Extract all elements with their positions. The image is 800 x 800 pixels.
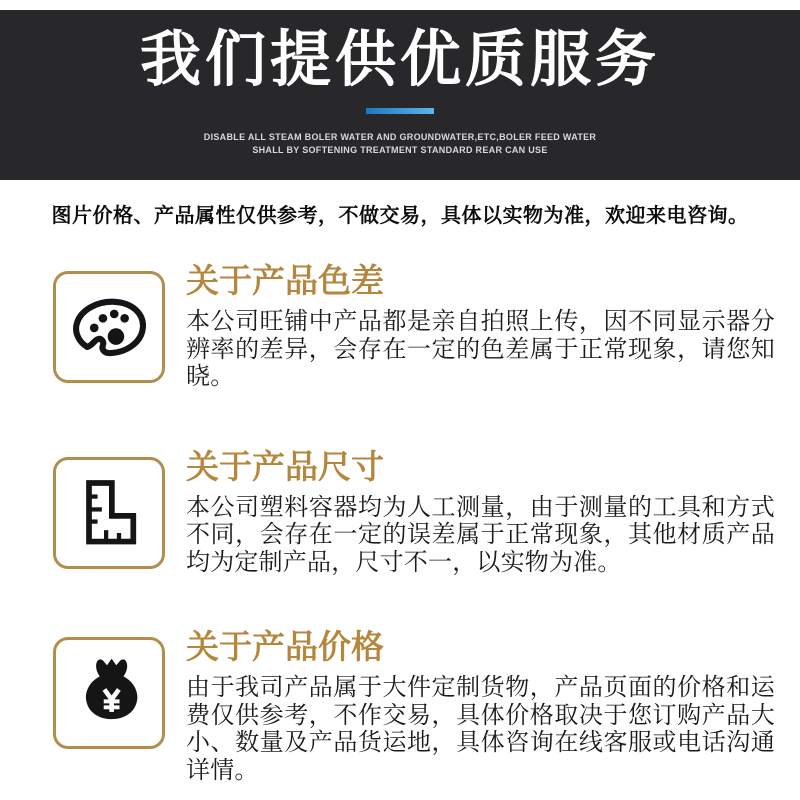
section-title: 关于产品尺寸 xyxy=(186,447,384,485)
money-bag-icon xyxy=(76,654,142,733)
hero-banner xyxy=(0,10,800,180)
product-service-page xyxy=(0,10,800,784)
section-content xyxy=(186,262,775,391)
section-size xyxy=(53,448,775,577)
ruler-icon xyxy=(79,477,139,549)
section-title: 关于产品色差 xyxy=(186,262,384,299)
palette-icon xyxy=(65,287,153,367)
info-sections xyxy=(0,262,800,784)
section-content xyxy=(186,448,775,577)
palette-icon-box xyxy=(53,271,165,383)
notice-text: 图片价格、产品属性仅供参考，不做交易，具体以实物为准，欢迎来电咨询。 xyxy=(51,205,749,227)
section-price xyxy=(53,628,775,784)
ruler-icon-box xyxy=(53,457,165,569)
section-color-difference xyxy=(53,262,775,391)
section-body: 由于我司产品属于大件定制货物，产品页面的价格和运费仅供参考，不作交易，具体价格取决于您订购产品大小、数量及产品货运地，具体咨询在线客服或电话沟通详情。 xyxy=(186,674,775,784)
section-title: 关于产品价格 xyxy=(186,628,384,665)
section-body: 本公司旺铺中产品都是亲自拍照上传，因不同显示器分辨率的差异，会存在一定的色差属于正常现象，请您知晓。 xyxy=(186,308,775,390)
hero-title: 我们提供优质服务 xyxy=(139,25,660,93)
hero-subtitle-line1: DISABLE ALL STEAM BOLER WATER AND GROUNDWATER,ETC,BOLER FEED WATER xyxy=(203,132,597,142)
section-content xyxy=(186,628,775,784)
section-body: 本公司塑料容器均为人工测量，由于测量的工具和方式不同，会存在一定的误差属于正常现象，其他材质产品均为定制产品，尺寸不一，以实物为准。 xyxy=(186,493,775,576)
accent-bar xyxy=(366,108,434,114)
money-bag-icon-box xyxy=(53,637,165,749)
hero-subtitle-line2: SHALL BY SOFTENING TREATMENT STANDARD REAR CAN USE xyxy=(252,145,548,155)
